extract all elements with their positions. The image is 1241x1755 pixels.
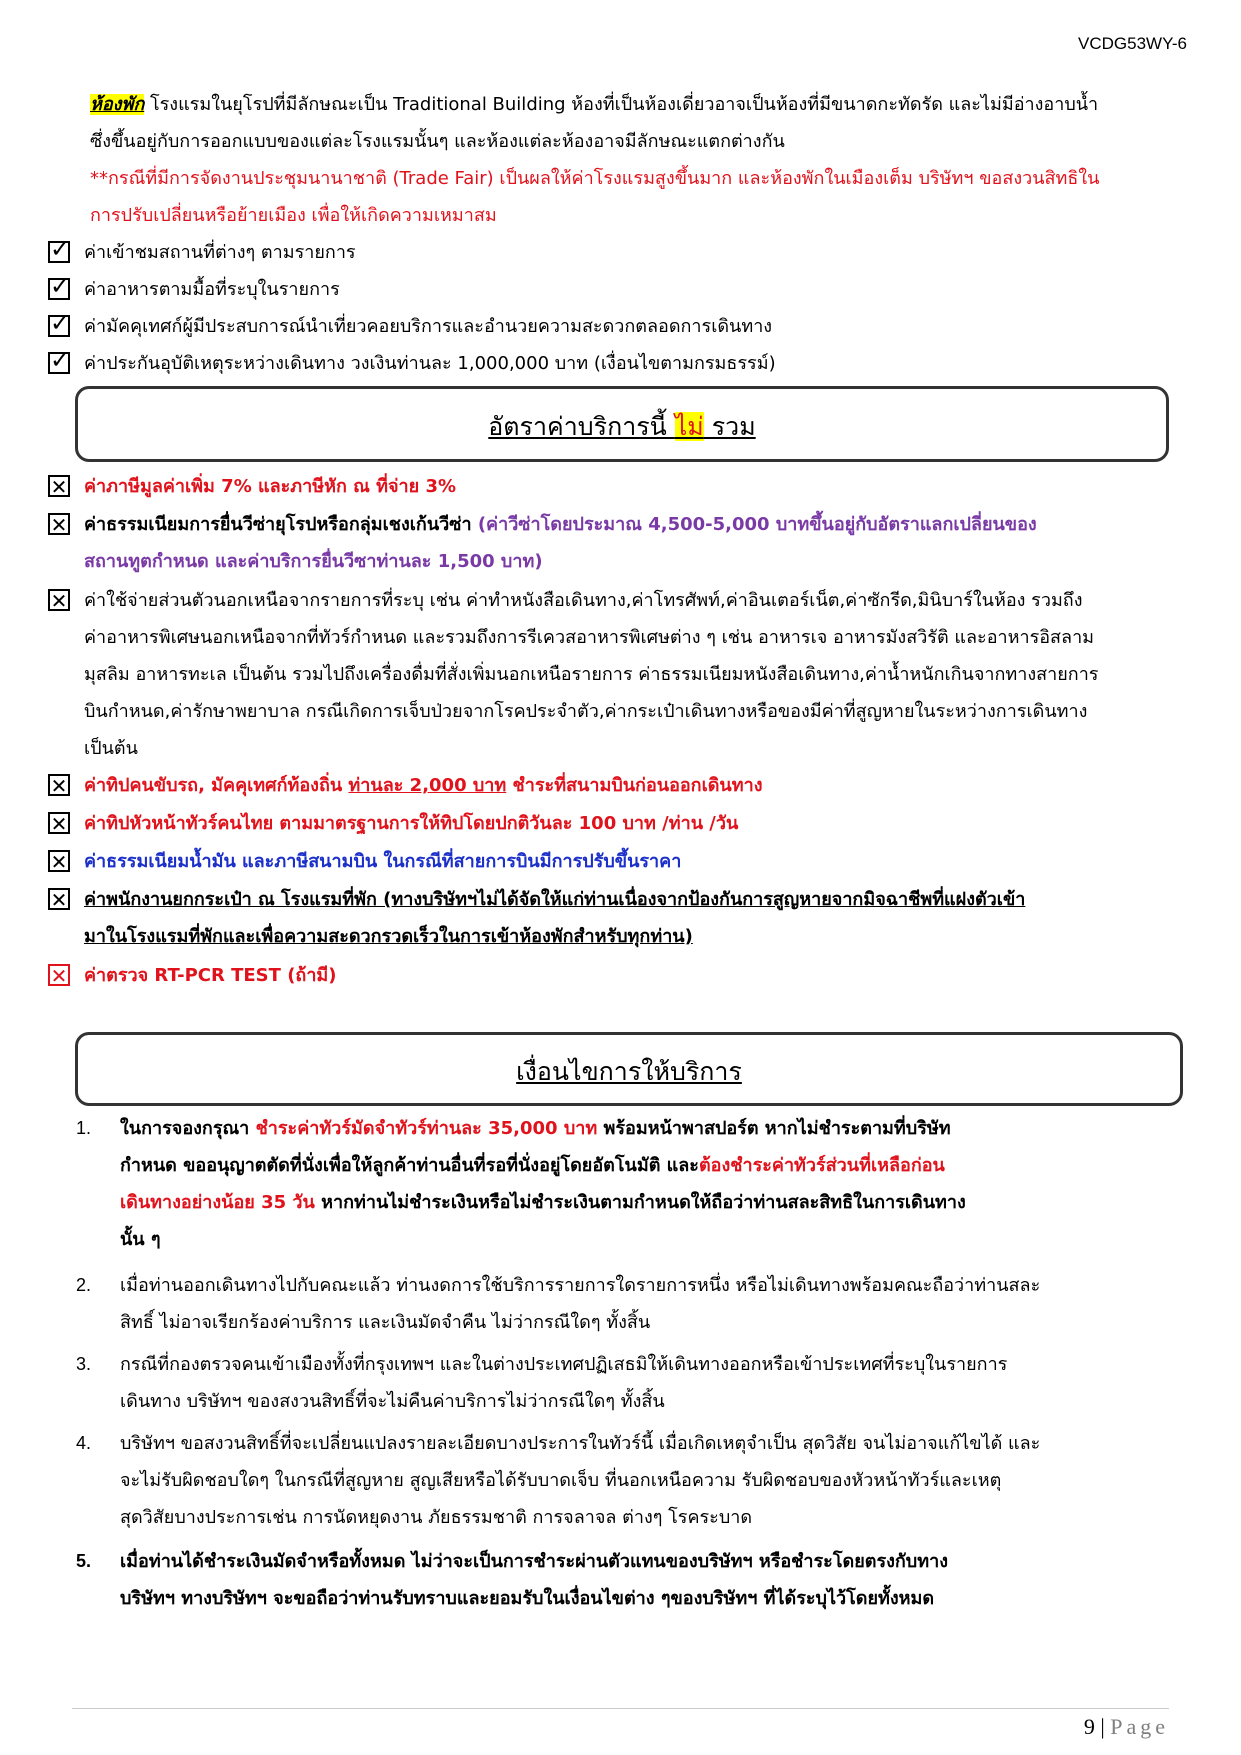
included-item: ✓ ค่าอาหารตามมื้อที่ระบุในรายการ (50, 272, 340, 300)
cross-box-icon: ✕ (48, 888, 70, 910)
document-code: VCDG53WY-6 (1078, 34, 1187, 53)
not-included-personal: ✕ ค่าใช้จ่ายส่วนตัวนอกเหนือจากรายการที่ระบุ เช่น ค่าทำหนังสือเดินทาง,ค่าโทรศัพท์,ค่าอินเตอร์เน็ต,ค่าซักรีด,มินิบาร์ในห้อง รวมถึง ค่าอาหารพิเศษนอกเหนือจากที่ทัวร์กำหนด และรวมถึงการรีเควสอาหารพิเศษต่าง ๆ เช่น อาหารเจ อาหารมังสวิรัติ และอาหารอิสลาม มุสลิม อาหารทะเล เป็นต้น รวมไปถึงเครื่องดื่มที่สั่งเพิ่มนอกเหนือรายการ ค่าธรรมเนียมหนังสือเดินทาง,ค่าน้ำหนักเกินจากทางสายการ บินกำหนด,ค่ารักษาพยาบาล กรณีเกิดการเจ็บป่วยจากโรคประจำตัว,ค่ากระเป๋าเดินทางหรือของมีค่าที่สูญหายในระหว่างการเดินทาง เป็นต้น (48, 582, 1181, 767)
condition-2: 2. เมื่อท่านออกเดินทางไปกับคณะแล้ว ท่านงดการใช้บริการรายการใดรายการหนึ่ง หรือไม่เดินทางพร้อมคณะถือว่าท่านสละ สิทธิ์ ไม่อาจเรียกร้องค่าบริการ และเงินมัดจำคืน ไม่ว่ากรณีใดๆ ทั้งสิ้น (76, 1275, 1041, 1333)
cross-box-icon: ✕ (48, 589, 70, 611)
included-item: ✓ ค่าประกันอุบัติเหตุระหว่างเดินทาง วงเงินท่านละ 1,000,000 บาท (เงื่อนไขตามกรมธรรม์) (50, 346, 776, 374)
conditions-heading: เงื่อนไขการให้บริการ (516, 1057, 742, 1086)
hotel-line-2: ซึ่งขึ้นอยู่กับการออกแบบของแต่ละโรงแรมนั้นๆ และห้องแต่ละห้องอาจมีลักษณะแตกต่างกัน (90, 131, 785, 152)
page-footer (1084, 1714, 1169, 1740)
checked-box-icon: ✓ (50, 309, 71, 337)
hotel-note-1: **กรณีที่มีการจัดงานประชุมนานาชาติ (Trade Fair) เป็นผลให้ค่าโรงแรมสูงขึ้นมาก และห้องพักในเมืองเต็ม บริษัทฯ ขอสงวนสิทธิใน (90, 168, 1100, 189)
not-included-porter: ✕ ค่าพนักงานยกกระเป๋า ณ โรงแรมที่พัก (ทางบริษัทฯไม่ได้จัดให้แก่ท่านเนื่องจากป้องกันการสูญหายจากมิจฉาชีพที่แฝงตัวเข้า มาในโรงแรมที่พักและเพื่อความสะดวกรวดเร็วในการเข้าห้องพักสำหรับทุกท่าน) (48, 881, 1181, 955)
hotel-line-1: โรงแรมในยุโรปที่มีลักษณะเป็น Traditional Building ห้องที่เป็นห้องเดี่ยวอาจเป็นห้องที่มีขนาดกะทัดรัด และไม่มีอ่างอาบน้ำ (144, 94, 1099, 115)
not-included-heading: อัตราค่าบริการนี้ ไม่ รวม (488, 412, 756, 441)
hotel-label: ห้องพัก (90, 94, 145, 115)
not-included-fuel: ✕ ค่าธรรมเนียมน้ำมัน และภาษีสนามบิน ในกรณีที่สายการบินมีการปรับขึ้นราคา (48, 843, 1181, 880)
cross-box-icon: ✕ (48, 475, 70, 497)
not-included-tip-leader: ✕ ค่าทิปหัวหน้าทัวร์คนไทย ตามมาตรฐานการให้ทิปโดยปกติวันละ 100 บาท /ท่าน /วัน (48, 805, 1181, 842)
condition-3: 3. กรณีที่กองตรวจคนเข้าเมืองทั้งที่กรุงเทพฯ และในต่างประเทศปฏิเสธมิให้เดินทางออกหรือเข้าประเทศที่ระบุในรายการ เดินทาง บริษัทฯ ของสงวนสิทธิ์ที่จะไม่คืนค่าบริการไม่ว่ากรณีใดๆ ทั้งสิ้น (76, 1354, 1008, 1412)
not-included-vat: ✕ ค่าภาษีมูลค่าเพิ่ม 7% และภาษีหัก ณ ที่จ่าย 3% (48, 468, 1181, 505)
checked-box-icon: ✓ (50, 346, 71, 374)
hotel-note-2: การปรับเปลี่ยนหรือย้ายเมือง เพื่อให้เกิดความเหมาสม (90, 205, 497, 226)
page-label: Page (1110, 1714, 1169, 1739)
not-included-visa: ✕ ค่าธรรมเนียมการยื่นวีซ่ายุโรปหรือกลุ่มเชงเก้นวีซ่า (ค่าวีซ่าโดยประมาณ 4,500-5,000 บาทขึ้นอยู่กับอัตราแลกเปลี่ยนของ สถานทูตกำหนด และค่าบริการยื่นวีซาท่านละ 1,500 บาท) (48, 506, 1181, 580)
footer-divider (72, 1708, 1169, 1709)
condition-1: 1. ในการจองกรุณา ชำระค่าทัวร์มัดจำทัวร์ท่านละ 35,000 บาท พร้อมหน้าพาสปอร์ต หากไม่ชำระตามที่บริษัท กำหนด ขออนุญาตตัดที่นั่งเพื่อให้ลูกค้าท่านอื่นที่รอที่นั่งอยู่โดยอัตโนมัติ และต้องชำระค่าทัวร์ส่วนที่เหลือก่อน เดินทางอย่างน้อย 35 วัน หากท่านไม่ชำระเงินหรือไม่ชำระเงินตามกำหนดให้ถือว่าท่านสละสิทธิในการเดินทาง นั้น ๆ (76, 1118, 966, 1250)
footer-separator: | (1094, 1714, 1111, 1739)
conditions-header-box (75, 1032, 1183, 1106)
cross-box-icon: ✕ (48, 812, 70, 834)
checked-box-icon: ✓ (50, 272, 71, 300)
condition-5: 5. เมื่อท่านได้ชำระเงินมัดจำหรือทั้งหมด ไม่ว่าจะเป็นการชำระผ่านตัวแทนของบริษัทฯ หรือชำระโดยตรงกับทาง บริษัทฯ ทางบริษัทฯ จะขอถือว่าท่านรับทราบและยอมรับในเงื่อนไขต่าง ๆของบริษัทฯ ที่ได้ระบุไว้โดยทั้งหมด (76, 1551, 948, 1609)
not-included-header-box (75, 386, 1169, 462)
included-item: ✓ ค่าเข้าชมสถานที่ต่างๆ ตามรายการ (50, 235, 356, 263)
cross-box-icon: ✕ (48, 850, 70, 872)
cross-box-icon: ✕ (48, 513, 70, 535)
condition-4: 4. บริษัทฯ ขอสงวนสิทธิ์ที่จะเปลี่ยนแปลงรายละเอียดบางประการในทัวร์นี้ เมื่อเกิดเหตุจำเป็น สุดวิสัย จนไม่อาจแก้ไขได้ และ จะไม่รับผิดชอบใดๆ ในกรณีที่สูญหาย สูญเสียหรือได้รับบาดเจ็บ ที่นอกเหนือความ รับผิดชอบของหัวหน้าทัวร์และเหตุ สุดวิสัยบางประการเช่น การนัดหยุดงาน ภัยธรรมชาติ การจลาจล ต่างๆ โรคระบาด (76, 1433, 1041, 1528)
cross-box-icon: ✕ (48, 774, 70, 796)
not-included-rtpcr: ✕ ค่าตรวจ RT-PCR TEST (ถ้ามี) (48, 957, 1181, 994)
included-item: ✓ ค่ามัคคุเทศก์ผู้มีประสบการณ์นำเที่ยวคอยบริการและอำนวยความสะดวกตลอดการเดินทาง (50, 309, 773, 337)
page-number: 9 (1083, 1714, 1095, 1739)
not-included-tip: ✕ ค่าทิปคนขับรถ, มัคคุเทศก์ท้องถิ่น ท่านละ 2,000 บาท ชำระที่สนามบินก่อนออกเดินทาง (48, 767, 1181, 804)
cross-box-icon: ✕ (48, 964, 70, 986)
hotel-paragraph (90, 86, 1173, 234)
checked-box-icon: ✓ (50, 235, 71, 263)
